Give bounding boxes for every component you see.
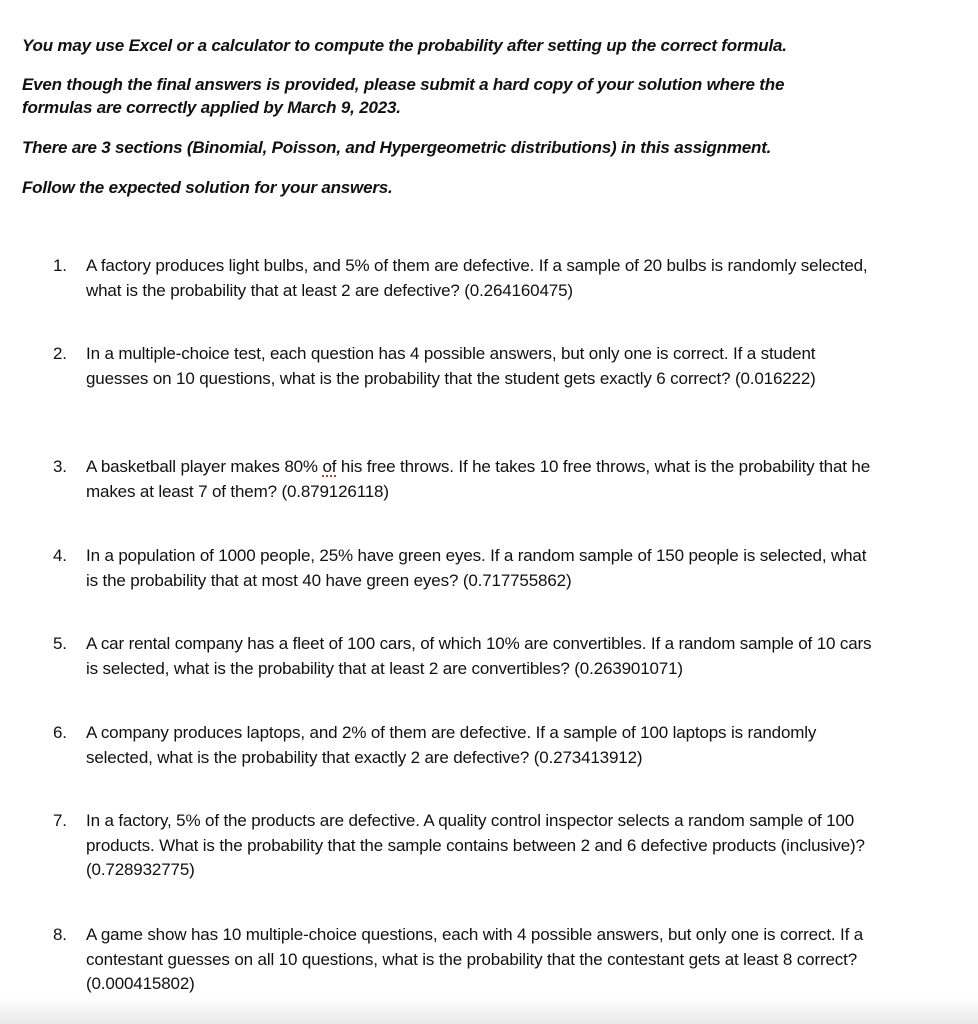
question-number: 1.	[53, 256, 67, 275]
page-bottom-shadow	[0, 998, 978, 1024]
question-number: 2.	[53, 344, 67, 363]
instruction-calculator: You may use Excel or a calculator to compute the probability after setting up the correct formula.	[22, 36, 787, 55]
question-text-part: his free throws. If he takes 10 free throws, what is the probability that he makes at least 7 of them? (0.879126118)	[86, 457, 871, 501]
question-text: A factory produces light bulbs, and 5% of them are defective. If a sample of 20 bulbs is randomly selected, what is the probability that at least 2 are defective? (0.264160475)	[86, 256, 868, 300]
instruction-follow: Follow the expected solution for your answers.	[22, 178, 393, 197]
question-number: 5.	[53, 634, 67, 653]
question-number: 8.	[53, 925, 67, 944]
instruction-submission: Even though the final answers is provided, please submit a hard copy of your solution where the formulas are correctly applied by March 9, 2023.	[22, 75, 785, 117]
question-text: A game show has 10 multiple-choice questions, each with 4 possible answers, but only one is correct. If a contestant guesses on all 10 questions, what is the probability that the contestant gets at least 8 correct? (0.000415802)	[86, 925, 864, 993]
question-text: In a factory, 5% of the products are defective. A quality control inspector selects a random sample of 100 products. What is the probability that the sample contains between 2 and 6 defective products (inclusive)? (0.728932775)	[86, 811, 865, 879]
question-number: 7.	[53, 811, 67, 830]
question-text-part: A basketball player makes 80%	[86, 457, 323, 476]
question-text	[86, 455, 876, 504]
instruction-sections: There are 3 sections (Binomial, Poisson, and Hypergeometric distributions) in this assignment.	[22, 138, 772, 157]
question-number: 6.	[53, 723, 67, 742]
question-number: 4.	[53, 546, 67, 565]
spellcheck-flagged-word[interactable]: of	[322, 457, 337, 476]
question-text: In a population of 1000 people, 25% have green eyes. If a random sample of 150 people is selected, what is the probability that at most 40 have green eyes? (0.717755862)	[86, 546, 867, 590]
question-text: In a multiple-choice test, each question has 4 possible answers, but only one is correct. If a student guesses on 10 questions, what is the probability that the student gets exactly 6 correct? (0.016222)	[86, 344, 816, 388]
question-number: 3.	[53, 457, 67, 476]
question-text: A company produces laptops, and 2% of them are defective. If a sample of 100 laptops is randomly selected, what is the probability that exactly 2 are defective? (0.273413912)	[86, 723, 817, 767]
question-text: A car rental company has a fleet of 100 cars, of which 10% are convertibles. If a random sample of 10 cars is selected, what is the probability that at least 2 are convertibles? (0.263901071)	[86, 634, 872, 678]
